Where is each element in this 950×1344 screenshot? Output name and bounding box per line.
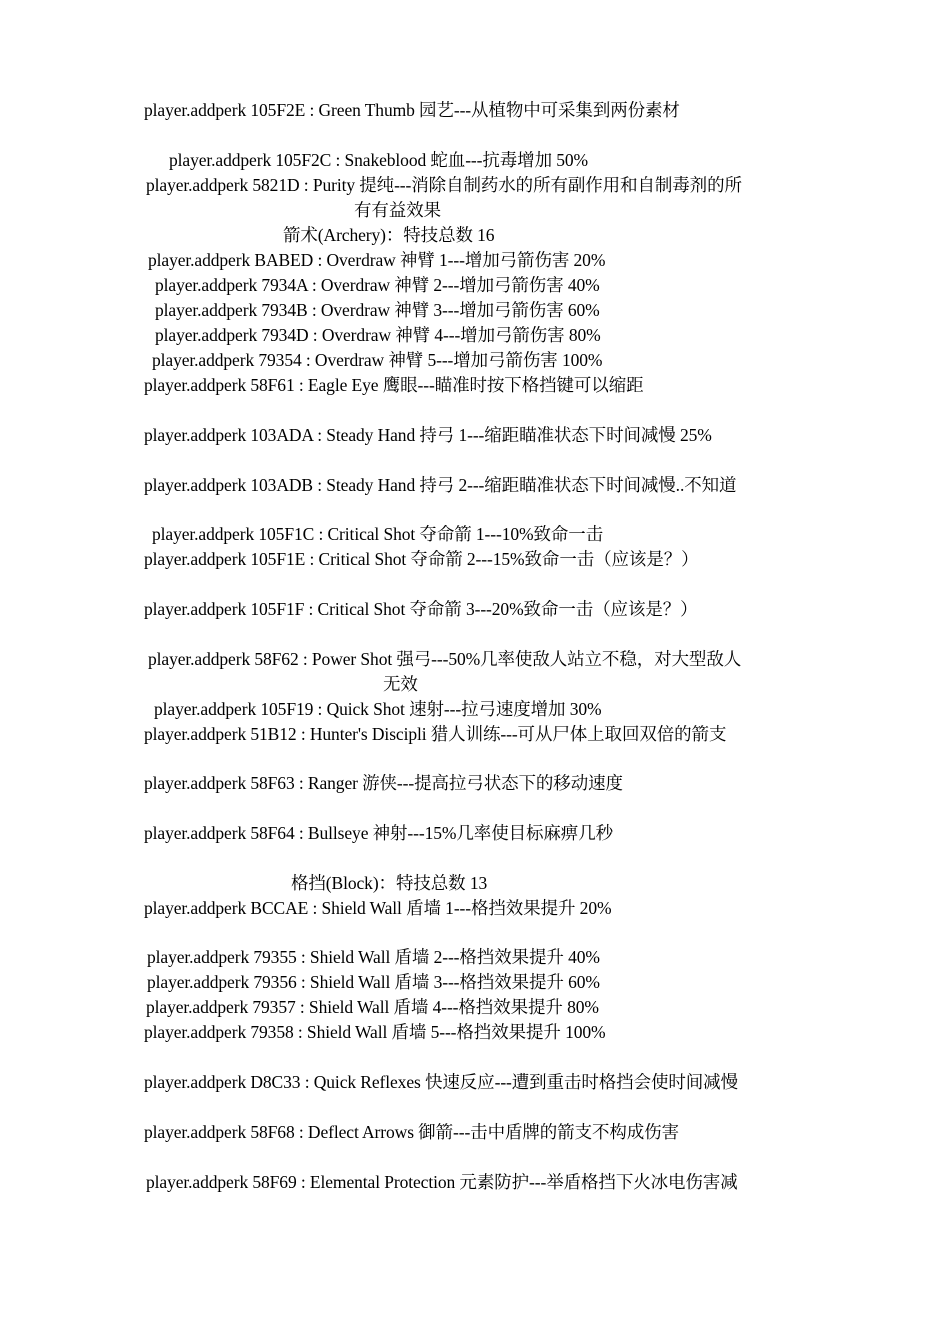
perk-line-shield-wall-5: player.addperk 79358 : Shield Wall 盾墙 5---格挡效果提升 100%: [144, 1022, 606, 1042]
perk-line-overdraw-3: player.addperk 7934B : Overdraw 神臂 3---增加弓箭伤害 60%: [155, 300, 600, 320]
perk-line-power-shot-cont: 无效: [383, 674, 418, 694]
perk-line-critical-shot-2: player.addperk 105F1E : Critical Shot 夺命箭 2---15%致命一击（应该是？）: [144, 549, 699, 569]
perk-line-hunters-discipline: player.addperk 51B12 : Hunter's Discipli 猎人训练---可从尸体上取回双倍的箭支: [144, 724, 727, 744]
perk-line-shield-wall-4: player.addperk 79357 : Shield Wall 盾墙 4---格挡效果提升 80%: [146, 997, 599, 1017]
perk-line-overdraw-2: player.addperk 7934A : Overdraw 神臂 2---增加弓箭伤害 40%: [155, 275, 600, 295]
perk-line-shield-wall-2: player.addperk 79355 : Shield Wall 盾墙 2---格挡效果提升 40%: [147, 947, 600, 967]
perk-line-snakeblood: player.addperk 105F2C : Snakeblood 蛇血---抗毒增加 50%: [169, 150, 589, 170]
perk-line-eagle-eye: player.addperk 58F61 : Eagle Eye 鹰眼---瞄准时按下格挡键可以缩距: [144, 375, 644, 395]
perk-line-shield-wall-3: player.addperk 79356 : Shield Wall 盾墙 3---格挡效果提升 60%: [147, 972, 600, 992]
perk-line-deflect-arrows: player.addperk 58F68 : Deflect Arrows 御箭---击中盾牌的箭支不构成伤害: [144, 1122, 679, 1142]
perk-line-steady-hand-1: player.addperk 103ADA : Steady Hand 持弓 1---缩距瞄准状态下时间减慢 25%: [144, 425, 712, 445]
perk-line-quick-shot: player.addperk 105F19 : Quick Shot 速射---拉弓速度增加 30%: [154, 699, 602, 719]
perk-line-overdraw-5: player.addperk 79354 : Overdraw 神臂 5---增加弓箭伤害 100%: [152, 350, 603, 370]
perk-line-purity: player.addperk 5821D : Purity 提纯---消除自制药水的所有副作用和自制毒剂的所: [146, 175, 742, 195]
section-heading-archery: 箭术(Archery)：特技总数 16: [283, 225, 495, 245]
perk-line-quick-reflexes: player.addperk D8C33 : Quick Reflexes 快速反应---遭到重击时格挡会使时间减慢: [144, 1072, 738, 1092]
section-heading-block: 格挡(Block)：特技总数 13: [291, 873, 488, 893]
perk-line-power-shot: player.addperk 58F62 : Power Shot 强弓---50%几率使敌人站立不稳，对大型敌人: [148, 649, 742, 669]
perk-line-overdraw-1: player.addperk BABED : Overdraw 神臂 1---增加弓箭伤害 20%: [148, 250, 606, 270]
perk-line-critical-shot-3: player.addperk 105F1F : Critical Shot 夺命箭 3---20%致命一击（应该是？）: [144, 599, 698, 619]
perk-line-shield-wall-1: player.addperk BCCAE : Shield Wall 盾墙 1---格挡效果提升 20%: [144, 898, 612, 918]
perk-line-ranger: player.addperk 58F63 : Ranger 游侠---提高拉弓状态下的移动速度: [144, 773, 623, 793]
perk-line-bullseye: player.addperk 58F64 : Bullseye 神射---15%几率使目标麻痹几秒: [144, 823, 613, 843]
perk-line-critical-shot-1: player.addperk 105F1C : Critical Shot 夺命箭 1---10%致命一击: [152, 524, 604, 544]
perk-line-steady-hand-2: player.addperk 103ADB : Steady Hand 持弓 2---缩距瞄准状态下时间减慢..不知道: [144, 475, 737, 495]
perk-line-purity-cont: 有有益效果: [354, 200, 441, 220]
perk-line-overdraw-4: player.addperk 7934D : Overdraw 神臂 4---增加弓箭伤害 80%: [155, 325, 601, 345]
perk-line-elemental-protection: player.addperk 58F69 : Elemental Protection 元素防护---举盾格挡下火冰电伤害减: [146, 1172, 738, 1192]
perk-line-green-thumb: player.addperk 105F2E : Green Thumb 园艺---从植物中可采集到两份素材: [144, 100, 680, 120]
